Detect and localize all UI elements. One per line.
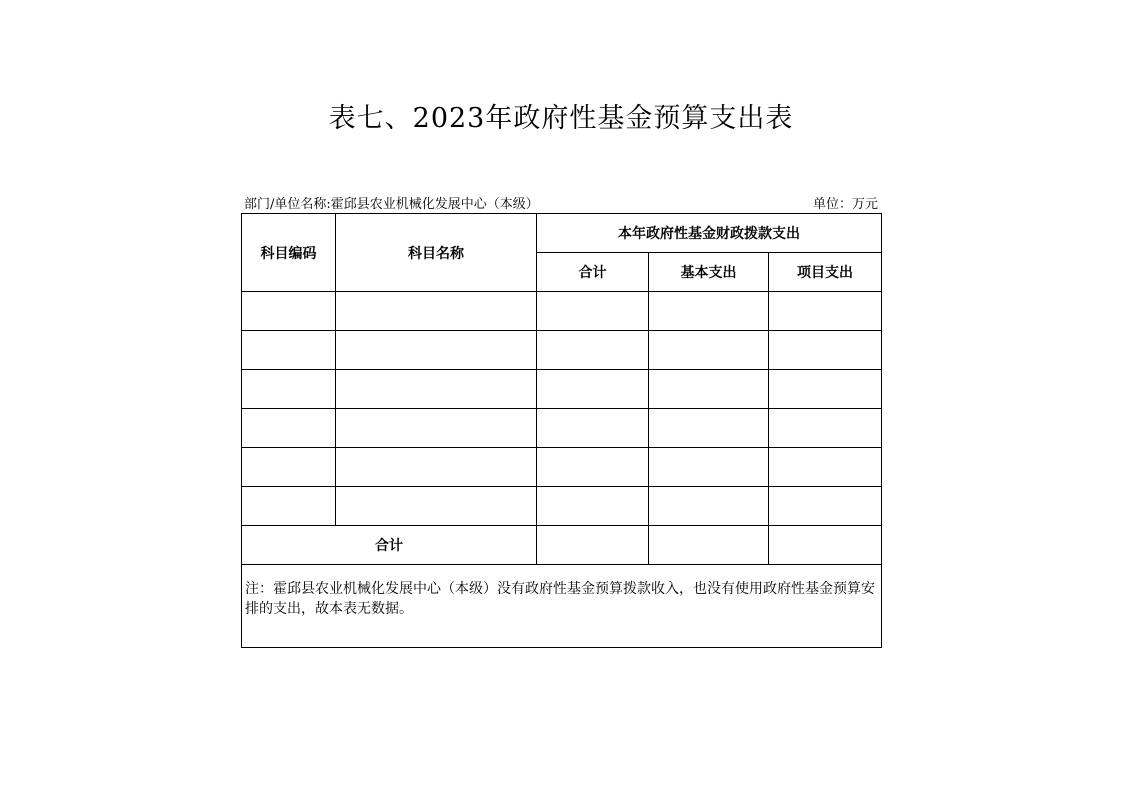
unit-label: 单位：万元 xyxy=(812,197,878,212)
cell-project xyxy=(769,370,882,409)
header-project: 项目支出 xyxy=(769,253,882,292)
table-row xyxy=(242,448,882,487)
header-basic: 基本支出 xyxy=(649,253,769,292)
cell-project xyxy=(769,448,882,487)
cell-basic xyxy=(649,409,769,448)
cell-project xyxy=(769,292,882,331)
total-basic xyxy=(649,526,769,565)
cell-basic xyxy=(649,292,769,331)
cell-code xyxy=(242,409,336,448)
cell-name xyxy=(336,292,537,331)
table-row xyxy=(242,292,882,331)
cell-name xyxy=(336,448,537,487)
cell-project xyxy=(769,331,882,370)
total-sum xyxy=(537,526,649,565)
cell-basic xyxy=(649,331,769,370)
cell-code xyxy=(242,331,336,370)
cell-code xyxy=(242,487,336,526)
cell-name xyxy=(336,331,537,370)
page-title: 表七、2023年政府性基金预算支出表 xyxy=(328,103,794,134)
department-label: 部门/单位名称:霍邱县农业机械化发展中心（本级） xyxy=(244,197,539,212)
cell-name xyxy=(336,370,537,409)
cell-total xyxy=(537,448,649,487)
total-row xyxy=(242,526,882,565)
table-row xyxy=(242,331,882,370)
table-row xyxy=(242,487,882,526)
cell-project xyxy=(769,487,882,526)
table-row xyxy=(242,370,882,409)
cell-total xyxy=(537,331,649,370)
cell-basic xyxy=(649,487,769,526)
cell-basic xyxy=(649,448,769,487)
cell-code xyxy=(242,370,336,409)
header-code: 科目编码 xyxy=(242,214,336,292)
cell-basic xyxy=(649,370,769,409)
cell-name xyxy=(336,409,537,448)
header-group: 本年政府性基金财政拨款支出 xyxy=(537,214,882,253)
total-label: 合计 xyxy=(242,526,537,565)
cell-total xyxy=(537,487,649,526)
table-row xyxy=(242,409,882,448)
cell-code xyxy=(242,292,336,331)
cell-total xyxy=(537,292,649,331)
total-project xyxy=(769,526,882,565)
cell-project xyxy=(769,409,882,448)
header-total: 合计 xyxy=(537,253,649,292)
cell-name xyxy=(336,487,537,526)
cell-total xyxy=(537,370,649,409)
note-text: 注：霍邱县农业机械化发展中心（本级）没有政府性基金预算拨款收入，也没有使用政府性基金预算安排的支出，故本表无数据。 xyxy=(242,565,882,648)
budget-table xyxy=(241,213,882,648)
header-name: 科目名称 xyxy=(336,214,537,292)
cell-total xyxy=(537,409,649,448)
cell-code xyxy=(242,448,336,487)
